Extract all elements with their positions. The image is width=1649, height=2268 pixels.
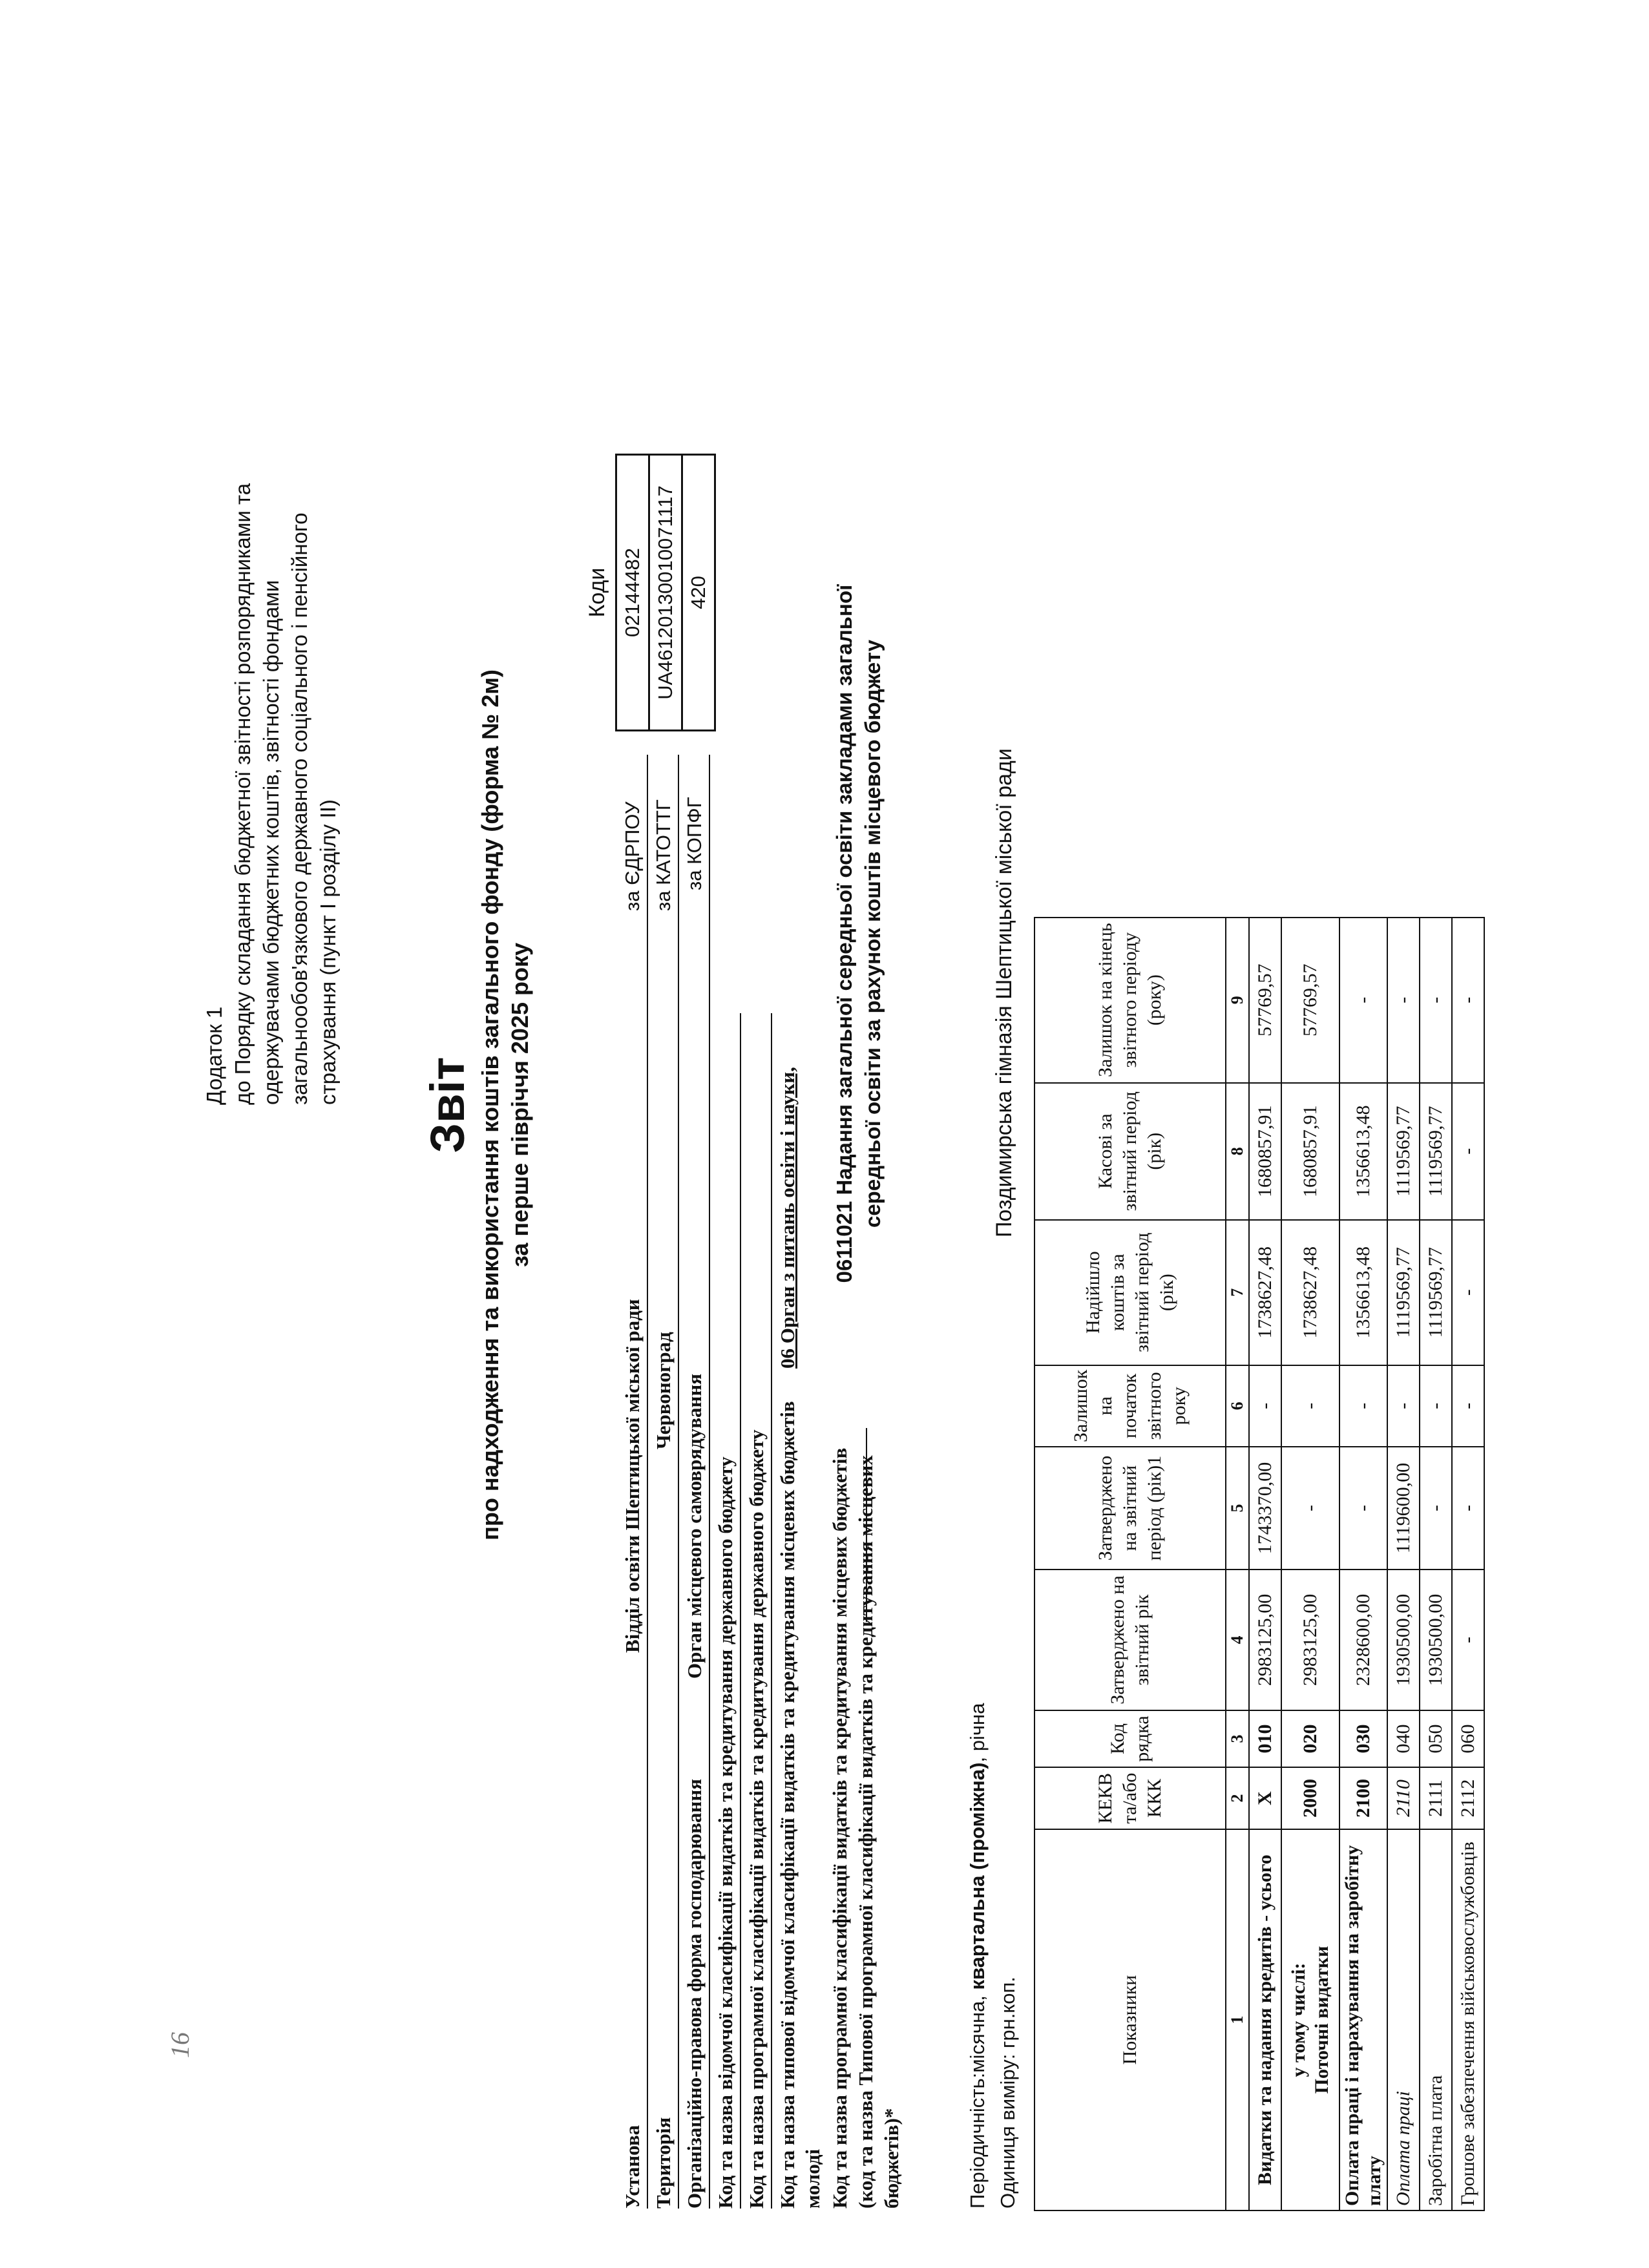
- cell-code: 010: [1249, 1710, 1281, 1767]
- program-name-line: середньої освіти за рахунок коштів місцевого бюджету: [861, 639, 885, 1228]
- cell-c4: 2983125,00: [1249, 1570, 1281, 1710]
- page-number: 16: [165, 2032, 194, 2058]
- code-katottg: UA46120130010071117: [649, 455, 682, 731]
- periodicity-suffix: , річна: [966, 1703, 989, 1763]
- unit-of-measure: Одиниця виміру: грн.коп.: [996, 1977, 1019, 2209]
- cell-c5: -: [1452, 1447, 1484, 1570]
- cell-kekv: 2111: [1420, 1767, 1452, 1829]
- report-table: [1034, 917, 1485, 2211]
- appendix-line: до Порядку складання бюджетної звітності розпорядниками та: [231, 483, 255, 1105]
- col-header: Затверджено на звітний рік: [1035, 1570, 1226, 1710]
- cell-c6: -: [1249, 1365, 1281, 1447]
- cell-c4: 1930500,00: [1420, 1570, 1452, 1710]
- col-number: 2: [1226, 1767, 1249, 1829]
- row-name: [1281, 1829, 1339, 2210]
- cell-c8: 1119569,77: [1420, 1083, 1452, 1220]
- table-row: [1452, 918, 1484, 2210]
- col-header: КЕКВ та/або ККК: [1035, 1767, 1226, 1829]
- table-row: [1339, 918, 1387, 2210]
- table-row: [1249, 918, 1281, 2210]
- col-number: 5: [1226, 1447, 1249, 1570]
- codes-header: Коди: [585, 567, 609, 618]
- cell-c9: -: [1387, 918, 1420, 1083]
- cell-code: 060: [1452, 1710, 1484, 1767]
- table-row: [1281, 918, 1339, 2210]
- periodicity: [966, 1703, 989, 2209]
- cell-kekv: 2100: [1339, 1767, 1387, 1829]
- cell-c9: -: [1420, 918, 1452, 1083]
- info-label: Код та назва типової відомчої класифікації видатків та кредитування місцевих бюджетів: [776, 1401, 799, 2209]
- col-number: 8: [1226, 1083, 1249, 1220]
- info-label: Код та назва відомчої класифікації видатків та кредитування державного бюджету: [714, 1456, 737, 2209]
- info-value: 06 Орган з питань освіти і науки,: [776, 1067, 799, 1369]
- periodicity-selected: квартальна (проміжна): [966, 1762, 989, 1990]
- appendix-note: [200, 381, 342, 1105]
- cell-c6: -: [1281, 1365, 1339, 1447]
- col-header: Показники: [1035, 1829, 1226, 2210]
- info-continuation: молоді: [801, 2148, 824, 2209]
- cell-c8: 1119569,77: [1387, 1083, 1420, 1220]
- col-number: 4: [1226, 1570, 1249, 1710]
- cell-code: 050: [1420, 1710, 1452, 1767]
- row-name-line: Поточні видатки: [1311, 1946, 1332, 2094]
- cell-c8: 1680857,91: [1249, 1083, 1281, 1220]
- institution-name: Поздимирська гімназія Шептицької міської ради: [992, 748, 1016, 1237]
- appendix-line: Додаток 1: [202, 1006, 226, 1105]
- program-label-line: (код та назва Типової програмної класифікації видатків та кредитування місцевих: [854, 1455, 877, 2209]
- code-edrpou: 02144482: [616, 455, 649, 731]
- program-label-line: Код та назва програмної класифікації видатків та кредитування місцевих бюджетів: [828, 1447, 851, 2209]
- row-name-line: у тому числі:: [1288, 1962, 1309, 2077]
- cell-c5: -: [1339, 1447, 1387, 1570]
- program-label-line: бюджетів)*: [880, 2108, 903, 2209]
- row-name: Оплата праці і нарахування на заробітну плату: [1339, 1829, 1387, 2210]
- cell-code: 040: [1387, 1710, 1420, 1767]
- cell-c7: 1356613,48: [1339, 1220, 1387, 1365]
- cell-c6: -: [1452, 1365, 1484, 1447]
- cell-c5: 1743370,00: [1249, 1447, 1281, 1570]
- info-label: Установа: [621, 2125, 644, 2209]
- table-row: [1387, 918, 1420, 2210]
- appendix-line: загальнообов'язкового державного соціального і пенсійного: [288, 512, 311, 1105]
- cell-c9: 57769,57: [1249, 918, 1281, 1083]
- cell-c8: 1680857,91: [1281, 1083, 1339, 1220]
- row-name: Грошове забезпечення військовослужбовців: [1452, 1829, 1484, 2210]
- col-header: Касові за звітний період (рік): [1035, 1083, 1226, 1220]
- col-header: Код рядка: [1035, 1710, 1226, 1767]
- cell-c9: -: [1339, 918, 1387, 1083]
- col-number: 7: [1226, 1220, 1249, 1365]
- cell-c8: 1356613,48: [1339, 1083, 1387, 1220]
- code-kopfg: 420: [682, 455, 715, 731]
- cell-c9: 57769,57: [1281, 918, 1339, 1083]
- program-underline: [866, 1428, 867, 1622]
- cell-kekv: 2112: [1452, 1767, 1484, 1829]
- table-row: [1420, 918, 1452, 2210]
- info-row-dept-class: [710, 1013, 741, 2209]
- cell-c9: -: [1452, 918, 1484, 1083]
- info-block: [617, 755, 824, 2209]
- report-period: за перше півріччя 2025 року: [507, 943, 533, 1268]
- col-header: Залишок на початок звітного року: [1035, 1365, 1226, 1447]
- cell-kekv: 2110: [1387, 1767, 1420, 1829]
- info-row-territory: [648, 755, 679, 2209]
- periodicity-prefix: Періодичність:місячна,: [966, 1990, 989, 2209]
- appendix-line: одержувачами бюджетних коштів, звітності фондами: [259, 580, 283, 1105]
- row-name: Оплата праці: [1387, 1829, 1420, 2210]
- cell-c5: -: [1281, 1447, 1339, 1570]
- title-block: [420, 394, 535, 1816]
- cell-c5: -: [1420, 1447, 1452, 1570]
- cell-c7: -: [1452, 1220, 1484, 1365]
- info-label: Організаційно-правова форма господарювання: [683, 1779, 706, 2209]
- column-number-row: [1226, 918, 1249, 2210]
- cell-kekv: 2000: [1281, 1767, 1339, 1829]
- cell-c7: 1119569,77: [1387, 1220, 1420, 1365]
- cell-c4: 2983125,00: [1281, 1570, 1339, 1710]
- cell-c4: 2328600,00: [1339, 1570, 1387, 1710]
- col-number: 1: [1226, 1829, 1249, 2210]
- info-row-institution: [617, 755, 648, 2209]
- cell-code: 020: [1281, 1710, 1339, 1767]
- col-header: Надійшло коштів за звітний період (рік): [1035, 1220, 1226, 1365]
- cell-c6: -: [1339, 1365, 1387, 1447]
- col-header: Затверджено на звітний період (рік)1: [1035, 1447, 1226, 1570]
- code-label-edrpou: за ЄДРПОУ: [621, 801, 644, 911]
- cell-c4: 1930500,00: [1387, 1570, 1420, 1710]
- appendix-line: страхування (пункт І розділу ІІ): [316, 799, 340, 1105]
- code-label-kopfg: за КОПФГ: [683, 797, 706, 890]
- program-name-line: 0611021 Надання загальної середньої освіти закладами загальної: [832, 584, 856, 1283]
- cell-c8: -: [1452, 1083, 1484, 1220]
- cell-kekv: Х: [1249, 1767, 1281, 1829]
- code-label-katottg: за КАТОТТГ: [652, 799, 675, 911]
- cell-c7: 1738627,48: [1281, 1220, 1339, 1365]
- cell-code: 030: [1339, 1710, 1387, 1767]
- cell-c6: -: [1420, 1365, 1452, 1447]
- cell-c7: 1738627,48: [1249, 1220, 1281, 1365]
- info-label: Код та назва програмної класифікації видатків та кредитування державного бюджету: [745, 1429, 768, 2209]
- col-header: Залишок на кінець звітного періоду (року): [1035, 918, 1226, 1083]
- info-value: Червоноград: [652, 1332, 675, 1449]
- info-label: Територія: [652, 2117, 675, 2209]
- col-number: 9: [1226, 918, 1249, 1083]
- cell-c5: 1119600,00: [1387, 1447, 1420, 1570]
- info-row-legal-form: [679, 755, 710, 2209]
- report-subtitle: про надходження та використання коштів загального фонду (форма № 2м): [477, 669, 503, 1540]
- cell-c4: -: [1452, 1570, 1484, 1710]
- codes-table: [615, 454, 716, 731]
- info-row-program-class: [741, 1013, 772, 2209]
- info-value: Відділ освіти Шептицької міської ради: [621, 1299, 644, 1653]
- cell-c7: 1119569,77: [1420, 1220, 1452, 1365]
- col-number: 6: [1226, 1365, 1249, 1447]
- info-row-typical-class: [772, 852, 802, 2209]
- report-title: Звіт: [421, 1056, 474, 1153]
- cell-c6: -: [1387, 1365, 1420, 1447]
- info-value: Орган місцевого самоврядування: [683, 1374, 706, 1679]
- col-number: 3: [1226, 1710, 1249, 1767]
- row-name: Видатки та надання кредитів - усього: [1249, 1829, 1281, 2210]
- table-header-row: [1035, 918, 1226, 2210]
- row-name: Заробітна плата: [1420, 1829, 1452, 2210]
- program-name: [830, 501, 887, 1367]
